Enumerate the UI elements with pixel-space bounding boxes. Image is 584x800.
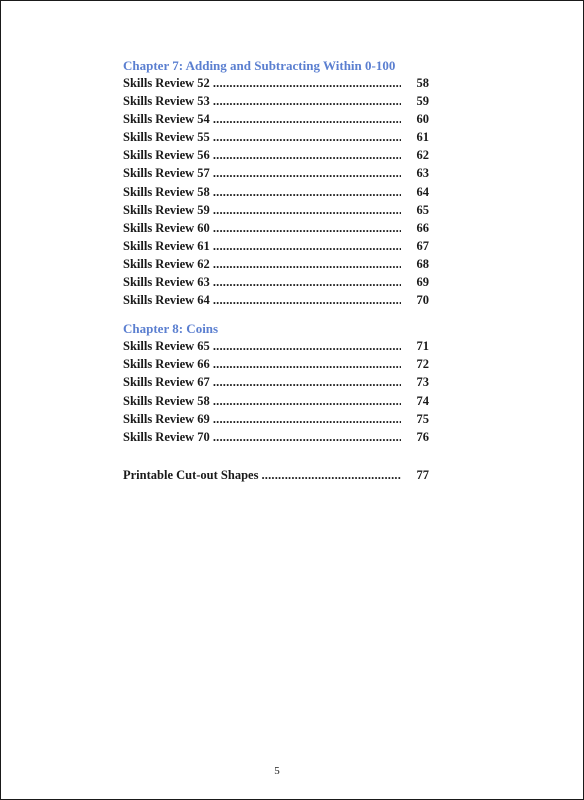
toc-entry	[123, 273, 429, 291]
toc-entry	[123, 255, 429, 273]
toc-entry	[123, 164, 429, 182]
dot-leader	[261, 466, 401, 484]
entry-label: Skills Review 67	[123, 375, 210, 390]
entry-page-number: 65	[416, 202, 429, 217]
dot-leader	[213, 146, 401, 164]
toc-entry	[123, 146, 429, 164]
toc-entry	[123, 74, 429, 92]
chapter-8-section	[123, 320, 429, 446]
section-spacer	[123, 446, 429, 466]
page-number-footer: 5	[274, 765, 280, 777]
dot-leader	[213, 291, 401, 309]
entry-label: Skills Review 57	[123, 166, 210, 181]
entry-page-number: 61	[416, 130, 429, 145]
entry-label: Skills Review 64	[123, 293, 210, 308]
dot-leader	[213, 128, 401, 146]
dot-leader	[213, 273, 401, 291]
toc-entry	[123, 428, 429, 446]
dot-leader	[213, 410, 401, 428]
entry-page-number: 63	[416, 166, 429, 181]
section-spacer	[123, 309, 429, 320]
toc-entry	[123, 373, 429, 391]
dot-leader	[213, 219, 401, 237]
entry-page-number: 76	[416, 429, 429, 444]
entry-page-number: 75	[416, 411, 429, 426]
entry-page-number: 60	[416, 112, 429, 127]
chapter-7-section	[123, 57, 429, 309]
dot-leader	[213, 74, 401, 92]
entry-label: Skills Review 55	[123, 130, 210, 145]
dot-leader	[213, 183, 401, 201]
toc-entry	[123, 392, 429, 410]
entry-page-number: 67	[416, 238, 429, 253]
entry-label: Skills Review 53	[123, 94, 210, 109]
toc-entry	[123, 219, 429, 237]
dot-leader	[213, 92, 401, 110]
toc-entry	[123, 128, 429, 146]
dot-leader	[213, 255, 401, 273]
dot-leader	[213, 355, 401, 373]
entry-page-number: 69	[416, 275, 429, 290]
chapter-title: Chapter 7: Adding and Subtracting Within 0-100	[123, 58, 396, 73]
entry-page-number: 77	[416, 467, 429, 482]
entry-label: Skills Review 52	[123, 76, 210, 90]
entry-page-number: 73	[416, 375, 429, 390]
entry-page-number: 71	[416, 339, 429, 354]
dot-leader	[213, 164, 401, 182]
toc-entry	[123, 291, 429, 309]
entry-label: Skills Review 61	[123, 238, 210, 253]
dot-leader	[213, 392, 401, 410]
entry-page-number: 70	[416, 293, 429, 308]
entry-label: Skills Review 59	[123, 202, 210, 217]
dot-leader	[213, 110, 401, 128]
toc-entry	[123, 237, 429, 255]
entry-page-number: 68	[416, 256, 429, 271]
entry-page-number: 66	[416, 220, 429, 235]
dot-leader	[213, 428, 401, 446]
entry-label: Skills Review 62	[123, 256, 210, 271]
dot-leader	[213, 237, 401, 255]
toc-entry	[123, 183, 429, 201]
entry-page-number: 62	[416, 148, 429, 163]
entry-label: Skills Review 54	[123, 112, 210, 127]
chapter-title: Chapter 8: Coins	[123, 321, 219, 337]
entry-page-number: 74	[416, 393, 429, 408]
entry-label: Skills Review 69	[123, 411, 210, 426]
toc-entry	[123, 92, 429, 110]
toc-entry	[123, 337, 429, 355]
entry-page-number: 72	[416, 357, 429, 372]
entry-label: Skills Review 60	[123, 220, 210, 235]
dot-leader	[213, 337, 401, 355]
entry-label: Skills Review 65	[123, 339, 210, 354]
entry-label: Skills Review 66	[123, 357, 210, 372]
toc-entry	[123, 410, 429, 428]
entry-page-number: 64	[416, 184, 429, 199]
entry-label: Skills Review 58	[123, 184, 210, 199]
toc-entry	[123, 110, 429, 128]
dot-leader	[213, 373, 401, 391]
toc-entry	[123, 201, 429, 219]
entry-label: Skills Review 70	[123, 429, 210, 444]
toc-entry	[123, 355, 429, 373]
table-of-contents	[123, 57, 429, 484]
dot-leader	[213, 201, 401, 219]
toc-entry-printable-shapes	[123, 466, 429, 484]
entry-page-number: 58	[416, 76, 429, 90]
entry-label: Skills Review 56	[123, 148, 210, 163]
entry-label: Skills Review 63	[123, 275, 210, 290]
entry-label: Skills Review 58	[123, 393, 210, 408]
entry-page-number: 59	[416, 94, 429, 109]
entry-label: Printable Cut-out Shapes	[123, 467, 259, 482]
